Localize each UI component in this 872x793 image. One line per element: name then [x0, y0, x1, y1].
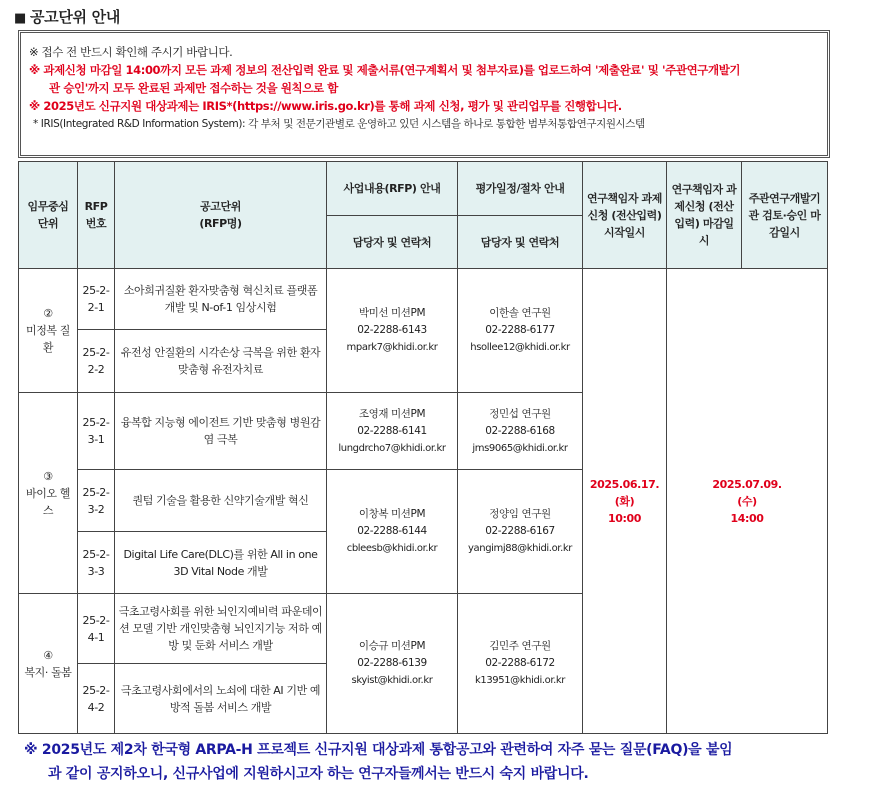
header-biz: 사업내용(RFP) 안내	[327, 162, 458, 216]
rfp-name-cell: 유전성 안질환의 시각손상 극복을 위한 환자맞춤형 유전자치료	[115, 330, 327, 393]
rfp-name-cell: 융복합 지능형 에이전트 기반 맞춤형 병원감염 극복	[115, 393, 327, 470]
header-rfp-no: RFP 번호	[78, 162, 115, 269]
header-start: 연구책임자 과제신청 (전산입력) 시작일시	[583, 162, 667, 269]
header-unit: 임무중심 단위	[19, 162, 78, 269]
eval-contact-cell: 이한솔 연구원 02-2288-6177 hsollee12@khidi.or.kr	[458, 269, 583, 393]
rfp-no-cell: 25-2-4-1	[78, 594, 115, 664]
section-title	[14, 6, 120, 27]
eval-contact-cell: 정양임 연구원 02-2288-6167 yangimj88@khidi.or.kr	[458, 470, 583, 594]
biz-contact-cell: 조영재 미션PM 02-2288-6141 lungdrcho7@khidi.or.kr	[327, 393, 458, 470]
notice-box	[18, 30, 830, 158]
table-row	[19, 269, 828, 330]
rfp-name-cell: 극초고령사회를 위한 뇌인지예비력 파운데이션 모델 기반 개인맞춤형 뇌인지기능 저하 예방 및 둔화 서비스 개발	[115, 594, 327, 664]
notice-line-2-cont: 관 승인'까지 모두 완료된 과제만 접수하는 것을 원칙으로 함	[49, 81, 338, 95]
rfp-table	[18, 161, 828, 734]
rfp-no-cell: 25-2-4-2	[78, 664, 115, 734]
rfp-no-cell: 25-2-3-1	[78, 393, 115, 470]
header-approve: 주관연구개발기관 검토·승인 마감일시	[742, 162, 828, 269]
rfp-no-cell: 25-2-3-2	[78, 470, 115, 532]
end-datetime-cell: 2025.07.09. (수) 14:00	[667, 269, 828, 734]
unit-cell: ③ 바이오 헬스	[19, 393, 78, 594]
rfp-name-cell: 소아희귀질환 환자맞춤형 혁신치료 플랫폼 개발 및 N-of-1 임상시험	[115, 269, 327, 330]
rfp-no-cell: 25-2-3-3	[78, 532, 115, 594]
header-end: 연구책임자 과제신청 (전산입력) 마감일시	[667, 162, 742, 269]
rfp-name-cell: Digital Life Care(DLC)를 위한 All in one 3D Vital Node 개발	[115, 532, 327, 594]
biz-contact-cell: 이승규 미션PM 02-2288-6139 skyist@khidi.or.kr	[327, 594, 458, 734]
rfp-no-cell: 25-2-2-1	[78, 269, 115, 330]
section-title-text: 공고단위 안내	[29, 8, 121, 26]
iris-note: * IRIS(Integrated R&D Information System): 각 부처 및 전문기관별로 운영하고 있던 시스템을 하나로 통합한 범부처통합연구지원시스템	[33, 118, 645, 130]
notice-line-2: ※ 과제신청 마감일 14:00까지 모든 과제 정보의 전산입력 완료 및 제출서류(연구계획서 및 첨부자료)를 업로드하여 '제출완료' 및 '주관연구개발기	[29, 63, 741, 77]
notice-line-3: ※ 2025년도 신규지원 대상과제는 IRIS*(https://www.iris.go.kr)를 통해 과제 신청, 평가 및 관리업무를 진행합니다.	[29, 99, 622, 113]
square-bullet-icon: ■	[14, 11, 26, 26]
rfp-name-cell: 극초고령사회에서의 노쇠에 대한 AI 기반 예방적 돌봄 서비스 개발	[115, 664, 327, 734]
header-rfp-name: 공고단위 (RFP명)	[115, 162, 327, 269]
start-datetime-cell: 2025.06.17. (화) 10:00	[583, 269, 667, 734]
header-contact-biz: 담당자 및 연락처	[327, 216, 458, 269]
notice-line-1: ※ 접수 전 반드시 확인해 주시기 바랍니다.	[29, 45, 233, 59]
rfp-name-cell: 퀀텀 기술을 활용한 신약기술개발 혁신	[115, 470, 327, 532]
faq-notice-line-2: 과 같이 공지하오니, 신규사업에 지원하시고자 하는 연구자들께서는 반드시 숙지 바랍니다.	[48, 766, 589, 782]
rfp-no-cell: 25-2-2-2	[78, 330, 115, 393]
biz-contact-cell: 이창복 미션PM 02-2288-6144 cbleesb@khidi.or.kr	[327, 470, 458, 594]
unit-cell: ④ 복지· 돌봄	[19, 594, 78, 734]
header-contact-eval: 담당자 및 연락처	[458, 216, 583, 269]
faq-notice	[24, 738, 844, 786]
faq-notice-line-1: ※ 2025년도 제2차 한국형 ARPA-H 프로젝트 신규지원 대상과제 통합공고와 관련하여 자주 묻는 질문(FAQ)을 붙임	[24, 742, 733, 758]
header-eval: 평가일정/절차 안내	[458, 162, 583, 216]
eval-contact-cell: 김민주 연구원 02-2288-6172 k13951@khidi.or.kr	[458, 594, 583, 734]
unit-cell: ② 미정복 질환	[19, 269, 78, 393]
biz-contact-cell: 박미선 미션PM 02-2288-6143 mpark7@khidi.or.kr	[327, 269, 458, 393]
eval-contact-cell: 정민섭 연구원 02-2288-6168 jms9065@khidi.or.kr	[458, 393, 583, 470]
